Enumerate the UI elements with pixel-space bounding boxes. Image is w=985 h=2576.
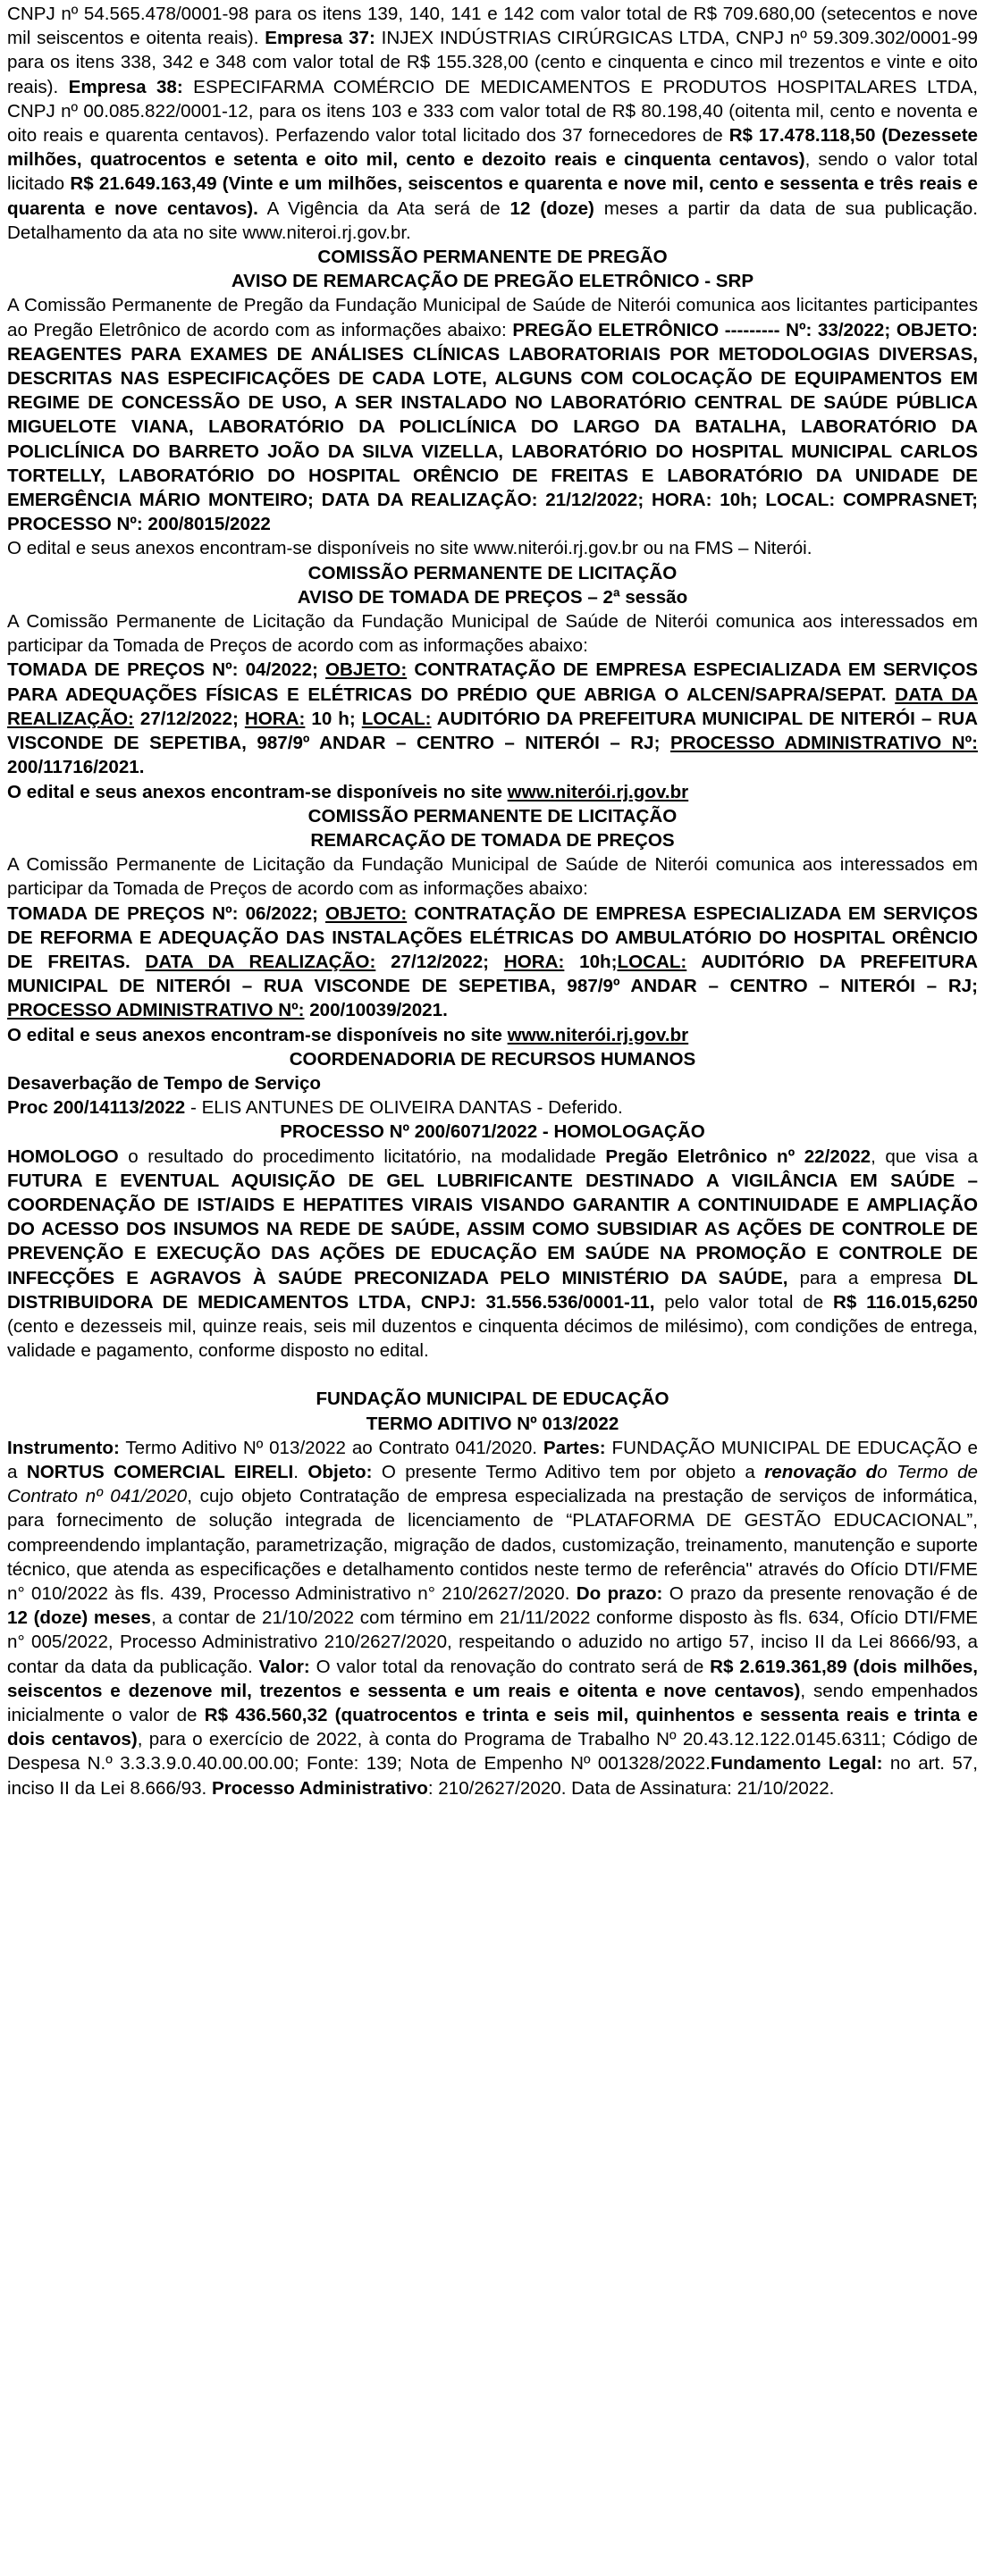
text-run: AUDITÓRIO DA PREFEITURA MUNICIPAL DE NITERÓI – RUA VISCONDE DE SEPETIBA, 987/9º ANDAR – CENTRO – NITERÓI – RJ; [7,951,978,997]
site-link[interactable]: www.niterói.rj.gov.br [507,1024,689,1045]
ata-continuation-paragraph [7,2,978,245]
section-heading-fme: FUNDAÇÃO MUNICIPAL DE EDUCAÇÃO [316,1389,669,1410]
section-subheading-tomada-1: AVISO DE TOMADA DE PREÇOS – 2ª sessão [297,586,688,608]
text-run: 200/10039/2021. [304,1000,448,1021]
objeto-label: OBJETO: [325,659,408,681]
empresa-37-label: Empresa 37: [265,28,375,49]
site-link[interactable]: www.niterói.rj.gov.br [507,781,689,802]
text-run: , para o exercício de 2022, à conta do Programa de Trabalho Nº 20.43.12.122.0145.6311; Código de Despesa N.º 3.3.3.9.0.40.00.00.00; Fonte: 139; Nota de Empenho Nº 001328/2022. [7,1729,978,1775]
instrumento-label: Instrumento: [7,1437,120,1458]
text-run: O presente Termo Aditivo tem por objeto a [372,1461,765,1482]
fundamento-label: Fundamento Legal: [710,1753,883,1775]
section-subheading-tomada-2: REMARCAÇÃO DE TOMADA DE PREÇOS [310,829,675,851]
text-run: , que visa a [871,1145,978,1167]
text-run: CONTRATAÇÃO DE EMPRESA ESPECIALIZADA EM SERVIÇOS DE REFORMA E ADEQUAÇÃO DAS INSTALAÇÕES ELÉTRICAS DO AMBULATÓRIO DO HOSPITAL ORÊNCIO DE FREITAS. [7,902,978,972]
empresa-38-label: Empresa 38: [68,76,183,97]
data-label: DATA DA REALIZAÇÃO: [145,951,376,972]
text-run: - ELIS ANTUNES DE OLIVEIRA DANTAS - Deferido. [185,1097,623,1119]
text-run: 10h; [564,951,618,972]
tomada-2-edital-note [7,1023,978,1047]
section-heading-licitacao-1: COMISSÃO PERMANENTE DE LICITAÇÃO [307,562,678,583]
valor-total: R$ 2.619.361,89 (dois milhões, seiscentos e dezenove mil, trezentos e sessenta e um reais e oitenta e nove centavos) [7,1656,978,1701]
termo-aditivo-paragraph [7,1436,978,1800]
tomada-2-intro: A Comissão Permanente de Licitação da Fundação Municipal de Saúde de Niterói comunica aos interessados em participar da Tomada de Preços de acordo com as informações abaixo: [7,854,978,900]
text-run: 10 h; [305,708,362,729]
vigencia-value: 12 (doze) [509,197,594,219]
section-heading-rh: COORDENADORIA DE RECURSOS HUMANOS [289,1048,696,1070]
section-spacer [7,1363,978,1387]
local-label: LOCAL: [617,951,687,972]
rh-process-line [7,1095,978,1120]
text-run: pelo valor total de [654,1291,833,1313]
text-run: 27/12/2022; [133,708,245,729]
processo-label: Processo Administrativo [211,1777,428,1799]
text-run: o resultado do procedimento licitatório, na modalidade [118,1145,606,1167]
contrato-reference: o Termo de Contrato nº 041/2020 [7,1461,978,1507]
text-run: : 210/2627/2020. Data de Assinatura: 21/10/2022. [427,1777,835,1799]
valor-label: Valor: [258,1656,310,1677]
tomada-1-details [7,658,978,779]
text-run: no art. 57, inciso II da Lei 8.666/93. [7,1753,978,1799]
text-run: , cujo objeto Contratação de empresa especializada na prestação de serviços de informática, para fornecimento de solução integrada de licenciamento de “PLATAFORMA DE GESTÃO EDUCACIONAL”, compreendendo implantação, parametrização, migração de dados, customização, treinamento, manutenção e suporte técnico, que atenda as especificações e detalhamento contidos neste termo de referência" através do Ofício DTI/FME n° 010/2022 às fls. 439, Processo Administrativo n° 210/2627/2020. [7,1486,978,1604]
text-run: para a empresa [787,1267,954,1288]
objeto-label: Objeto: [307,1461,373,1482]
object-description: FUTURA E EVENTUAL AQUISIÇÃO DE GEL LUBRIFICANTE DESTINADO A VIGILÂNCIA EM SAÚDE – COORDENAÇÃO DE IST/AIDS E HEPATITES VIRAIS VISANDO GARANTIR A CONTINUIDADE E AMPLIAÇÃO DO ACESSO DOS INSUMOS NA REDE DE SAÚDE, ASSIM COMO SUBSIDIAR AS AÇÕES DE CONTROLE DE PREVENÇÃO E EXECUÇÃO DAS AÇÕES DE EDUCAÇÃO EM SAÚDE NA PROMOÇÃO E CONTROLE DE INFECÇÕES E AGRAVOS À SAÚDE PRECONIZADA PELO MINISTÉRIO DA SAÚDE, [7,1170,978,1288]
text-run: (cento e dezesseis mil, quinze reais, seis mil duzentos e cinquenta décimos de milésimo), com condições de entrega, validade e pagamento, conforme disposto no edital. [7,1315,978,1362]
text-run: CNPJ nº 54.565.478/0001-98 para os itens 139, 140, 141 e 142 com valor total de R$ 709.680,00 (setecentos e nove mil seiscentos e oitenta reais). [7,4,978,49]
company-name: NORTUS COMERCIAL EIRELI [26,1461,294,1482]
renovacao-text: renovação d [764,1461,878,1482]
text-run: O edital e seus anexos encontram-se disponíveis no site [7,781,508,802]
text-run: 27/12/2022; [375,951,504,972]
text-run: ESPECIFARMA COMÉRCIO DE MEDICAMENTOS E PRODUTOS HOSPITALARES LTDA, CNPJ nº 00.085.822/0001-12, para os itens 103 e 333 com valor total de R$ 80.198,40 (oitenta mil, cento e noventa e oito reais e quarenta centavos). Perfazendo valor total licitado dos 37 fornecedores de [7,76,978,147]
data-label: DATA DA REALIZAÇÃO: [7,684,978,729]
section-heading-homologacao: PROCESSO Nº 200/6071/2022 - HOMOLOGAÇÃO [280,1121,705,1143]
text-run: AUDITÓRIO DA PREFEITURA MUNICIPAL DE NITERÓI – RUA VISCONDE DE SEPETIBA, 987/9º ANDAR – CENTRO – NITERÓI – RJ; [7,708,978,754]
text-run: INJEX INDÚSTRIAS CIRÚRGICAS LTDA, CNPJ nº 59.309.302/0001-99 para os itens 338, 342 e 348 com valor total de R$ 155.328,00 (cento e cinquenta e cinco mil trezentos e vinte e oito reais). [7,28,978,97]
local-label: LOCAL: [361,708,432,729]
section-subheading-pregao: AVISO DE REMARCAÇÃO DE PREGÃO ELETRÔNICO - SRP [231,271,754,292]
total-value: R$ 116.015,6250 [833,1291,978,1313]
pregao-edital-note: O edital e seus anexos encontram-se disponíveis no site www.niterói.rj.gov.br ou na FMS – Niterói. [7,538,812,559]
text-run: meses a partir da data de sua publicação. Detalhamento da ata no site www.niteroi.rj.gov.br. [7,197,978,243]
hora-label: HORA: [503,951,565,972]
prazo-value: 12 (doze) meses [7,1607,151,1629]
pregao-details: PREGÃO ELETRÔNICO --------- Nº: 33/2022; OBJETO: REAGENTES PARA EXAMES DE ANÁLISES CLÍNICAS LABORATORIAIS POR METODOLOGIAS DIVERSAS, DESCRITAS NAS ESPECIFICAÇÕES DE CADA LOTE, ALGUNS COM COLOCAÇÃO DE EQUIPAMENTOS EM REGIME DE CONCESSÃO DE USO, A SER INSTALADO NO LABORATÓRIO CENTRAL DE SAÚDE PÚBLICA MIGUELOTE VIANA, LABORATÓRIO DA POLICLÍNICA DO LARGO DA BATALHA, LABORATÓRIO DA POLICLÍNICA DO BARRETO JOÃO DA SILVA VIZELLA, LABORATÓRIO DO HOSPITAL MUNICIPAL CARLOS TORTELLY, LABORATÓRIO DO HOSPITAL ORÊNCIO DE FREITAS E LABORATÓRIO DA UNIDADE DE EMERGÊNCIA MÁRIO MONTEIRO; DATA DA REALIZAÇÃO: 21/12/2022; HORA: 10h; LOCAL: COMPRASNET; PROCESSO Nº: 200/8015/2022 [7,319,978,535]
prazo-label: Do prazo: [576,1583,663,1604]
processo-label: PROCESSO ADMINISTRATIVO Nº: [7,1000,305,1021]
text-run: O edital e seus anexos encontram-se disponíveis no site [7,1024,508,1045]
company-name: DL DISTRIBUIDORA DE MEDICAMENTOS LTDA, CNPJ: 31.556.536/0001-11, [7,1267,978,1313]
total-licitado: R$ 21.649.163,49 (Vinte e um milhões, seiscentos e quarenta e nove mil, cento e sessenta e três reais e quarenta e nove centavos). [7,173,979,219]
total-37-suppliers: R$ 17.478.118,50 (Dezessete milhões, quatrocentos e setenta e oito mil, cento e dezoito reais e cinquenta centavos) [7,125,979,171]
tomada-1-intro: A Comissão Permanente de Licitação da Fundação Municipal de Saúde de Niterói comunica aos interessados em participar da Tomada de Preços de acordo com as informações abaixo: [7,611,978,657]
section-heading-licitacao-2: COMISSÃO PERMANENTE DE LICITAÇÃO [307,805,678,827]
text-run: TOMADA DE PREÇOS Nº: 04/2022; [7,659,326,681]
text-run: . [293,1461,308,1482]
partes-label: Partes: [543,1437,606,1458]
text-run: Termo Aditivo Nº 013/2022 ao Contrato 041/2020. [119,1437,543,1458]
text-run: CONTRATAÇÃO DE EMPRESA ESPECIALIZADA EM SERVIÇOS PARA ADEQUAÇÕES FÍSICAS E ELÉTRICAS DO PRÉDIO QUE ABRIGA O ALCEN/SAPRA/SEPAT. [7,659,978,705]
valor-empenhado: R$ 436.560,32 (quatrocentos e trinta e seis mil, quinhentos e sessenta reais e trinta e dois centavos) [7,1705,978,1750]
pregao-number: Pregão Eletrônico nº 22/2022 [605,1145,871,1167]
text-run: , sendo o valor total licitado [7,149,979,195]
objeto-label: OBJETO: [325,902,408,924]
text-run: FUNDAÇÃO MUNICIPAL DE EDUCAÇÃO e a [7,1437,978,1482]
pregao-paragraph [7,293,978,536]
homologacao-paragraph [7,1145,978,1364]
hora-label: HORA: [244,708,306,729]
text-run: A Comissão Permanente de Pregão da Fundação Municipal de Saúde de Niterói comunica aos licitantes participantes ao Pregão Eletrônico de acordo com as informações abaixo: [7,295,978,340]
processo-label: PROCESSO ADMINISTRATIVO Nº: [669,733,978,754]
rh-subheading: Desaverbação de Tempo de Serviço [7,1072,322,1094]
section-heading-pregao: COMISSÃO PERMANENTE DE PREGÃO [317,247,668,268]
text-run: 200/11716/2021. [7,757,145,778]
text-run: HOMOLOGO [7,1145,119,1167]
section-subheading-termo-aditivo: TERMO ADITIVO Nº 013/2022 [366,1413,619,1434]
tomada-2-details [7,902,978,1023]
process-number: Proc 200/14113/2022 [7,1097,186,1119]
text-run: A Vigência da Ata será de [257,197,510,219]
text-run: TOMADA DE PREÇOS Nº: 06/2022; [7,902,326,924]
text-run: , sendo empenhados inicialmente o valor de [7,1680,978,1726]
text-run: O valor total da renovação do contrato será de [309,1656,711,1677]
text-run: , a contar de 21/10/2022 com término em 21/11/2022 conforme disposto às fls. 634, Ofício DTI/FME n° 005/2022, Processo Administrativo 210/2627/2020, respeitando o aduzido no artigo 57, inciso II da Lei 8666/93, a contar da data da publicação. [7,1607,978,1677]
tomada-1-edital-note [7,780,978,804]
text-run: O prazo da presente renovação é de [662,1583,978,1604]
